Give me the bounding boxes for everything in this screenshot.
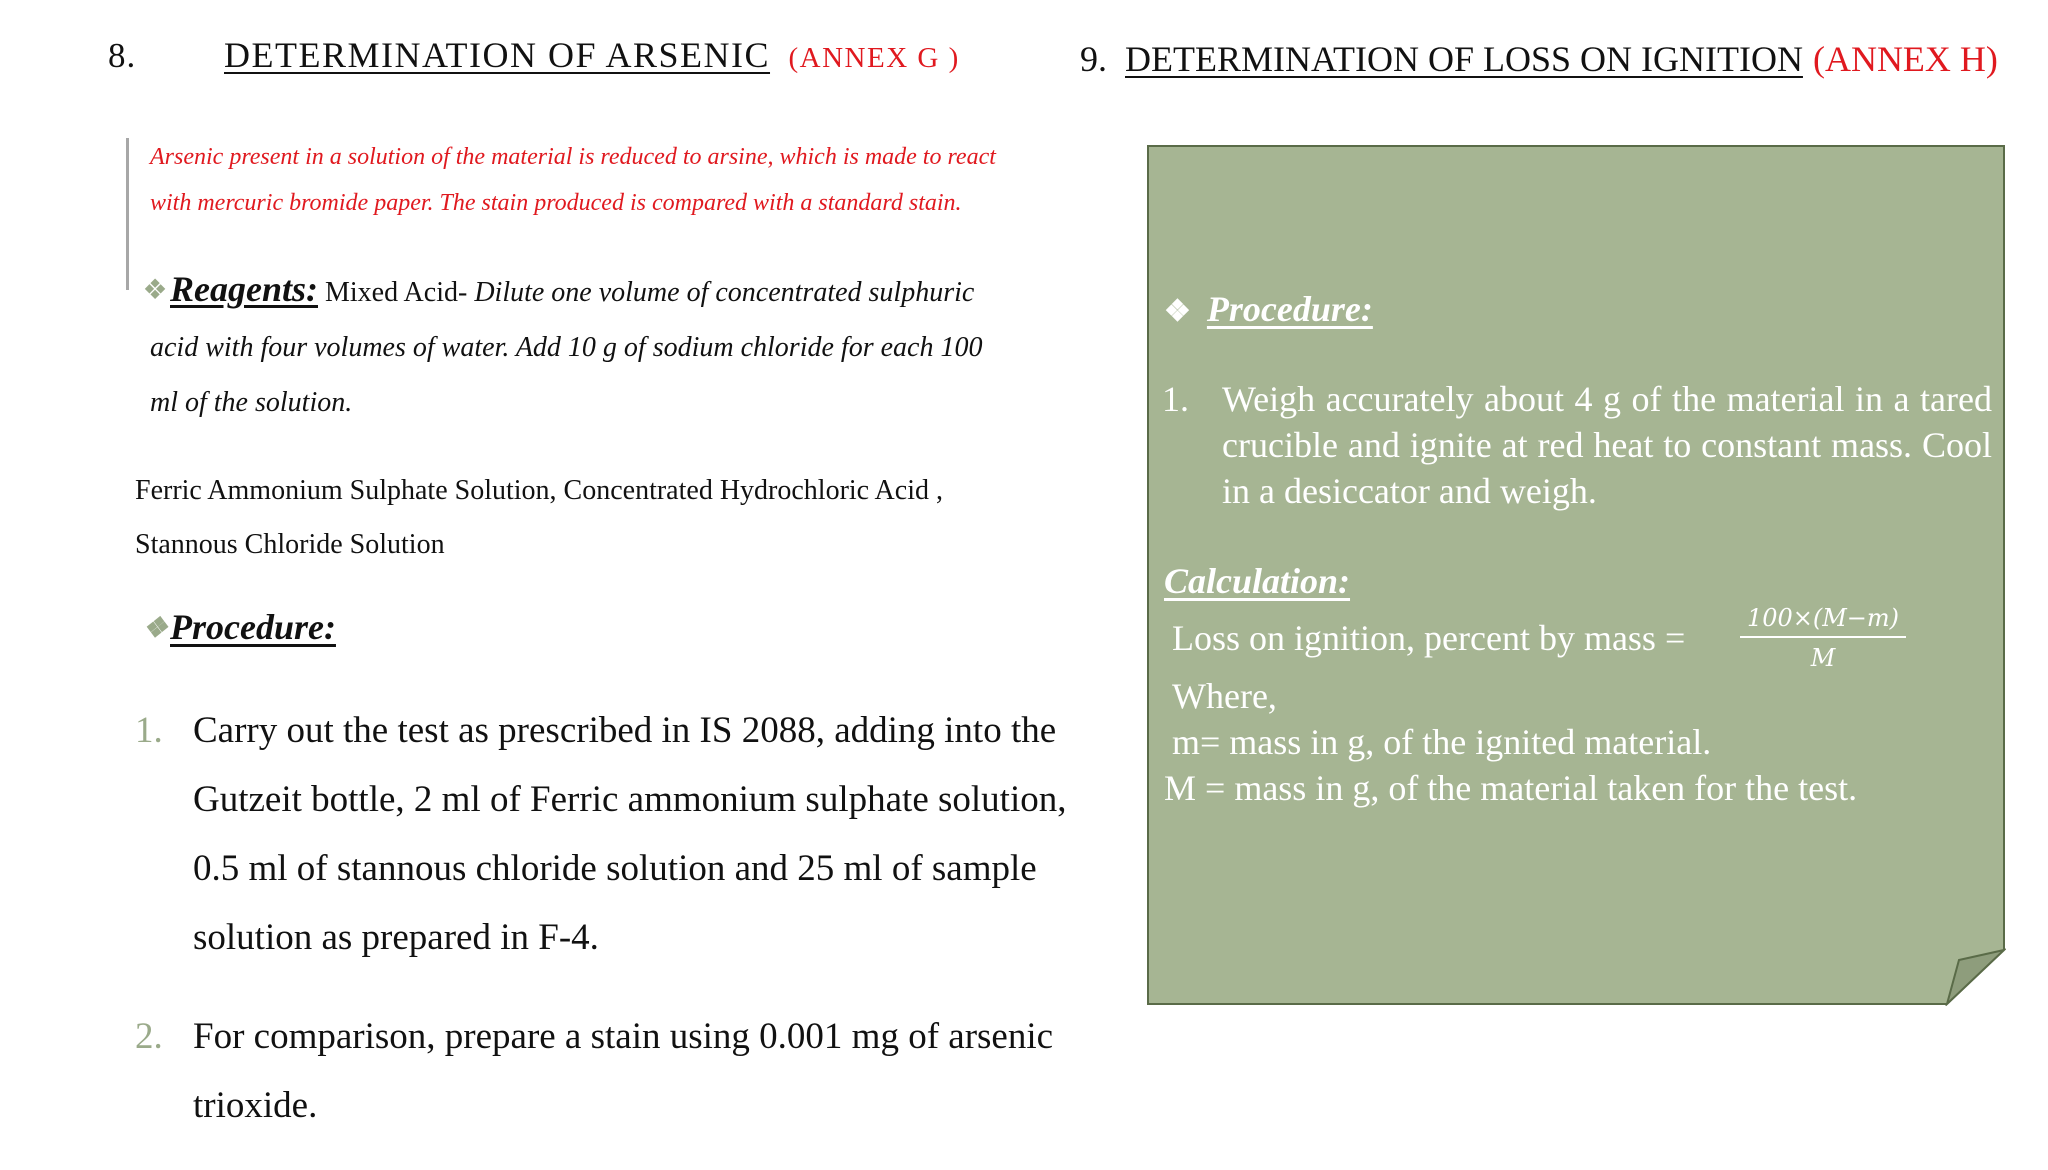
reagents-text-3: ml of the solution. xyxy=(150,387,353,418)
procedure-heading-right xyxy=(1164,288,1373,330)
reagents-block xyxy=(140,262,1080,430)
diamond-bullet-icon: ❖ xyxy=(1164,295,1191,328)
formula-denominator: M xyxy=(1810,644,1836,672)
solutions-list xyxy=(135,464,1035,572)
reagents-text-1: Dilute one volume of concentrated sulphuric xyxy=(474,277,975,308)
step-text: For comparison, prepare a stain using 0.001 mg of arsenic trioxide. xyxy=(193,1016,1054,1126)
section-9-heading: DETERMINATION OF LOSS ON IGNITION xyxy=(1125,39,1803,79)
M-definition: M = mass in g, of the material taken for the test. xyxy=(1164,768,1858,808)
section-8-title xyxy=(224,34,960,76)
procedure-heading-text: Procedure: xyxy=(170,607,336,647)
intro-line-2: with mercuric bromide paper. The stain produced is compared with a standard stain. xyxy=(150,190,962,216)
reagents-mixed-acid: Mixed Acid- xyxy=(325,277,468,308)
list-item xyxy=(135,696,1075,972)
step-number: 1. xyxy=(135,710,163,751)
list-item xyxy=(1162,376,1992,514)
section-9-number: 9. xyxy=(1080,39,1107,79)
section-9-title xyxy=(1080,38,1998,80)
procedure-heading-left xyxy=(140,606,336,648)
reagents-text-2: acid with four volumes of water. Add 10 g of sodium chloride for each 100 xyxy=(150,332,983,363)
step-text: Carry out the test as prescribed in IS 2088, adding into the Gutzeit bottle, 2 ml of Ferric ammonium sulphate solution, 0.5 ml of stannous chloride solution and 25 ml of sample solution as prepared in F-4. xyxy=(193,710,1067,958)
intro-line-1: Arsenic present in a solution of the material is reduced to arsine, which is made to react xyxy=(150,144,996,170)
diamond-bullet-icon: ❖ xyxy=(142,613,168,644)
intro-accent-bar xyxy=(126,138,129,290)
step-text: Weigh accurately about 4 g of the material in a tared crucible and ignite at red heat to constant mass. Cool in a desiccator and weigh. xyxy=(1222,379,1992,511)
solutions-line-2: Stannous Chloride Solution xyxy=(135,529,445,560)
m-definition: m= mass in g, of the ignited material. xyxy=(1172,722,1712,762)
diamond-bullet-icon: ❖ xyxy=(142,275,168,306)
reagents-heading: Reagents: xyxy=(170,269,318,309)
section-8-annex: (ANNEX G ) xyxy=(788,42,960,74)
formula-fraction xyxy=(1740,604,1906,672)
section-8-number: 8. xyxy=(108,36,137,75)
procedure-heading-text: Procedure: xyxy=(1206,289,1373,329)
arsenic-intro xyxy=(150,134,1070,226)
step-number: 2. xyxy=(135,1016,163,1057)
step-number: 1. xyxy=(1162,379,1189,419)
formula-label: Loss on ignition, percent by mass = xyxy=(1172,618,1686,658)
list-item xyxy=(135,1002,1075,1140)
formula-numerator: 100×(M−m) xyxy=(1740,604,1906,638)
procedure-steps-left xyxy=(135,696,1075,1170)
calculation-heading: Calculation: xyxy=(1164,561,1351,601)
section-8-heading: DETERMINATION OF ARSENIC xyxy=(224,35,771,75)
section-9-annex: (ANNEX H) xyxy=(1812,39,1998,79)
where-label: Where, xyxy=(1172,676,1277,716)
solutions-line-1: Ferric Ammonium Sulphate Solution, Concentrated Hydrochloric Acid , xyxy=(135,475,943,506)
